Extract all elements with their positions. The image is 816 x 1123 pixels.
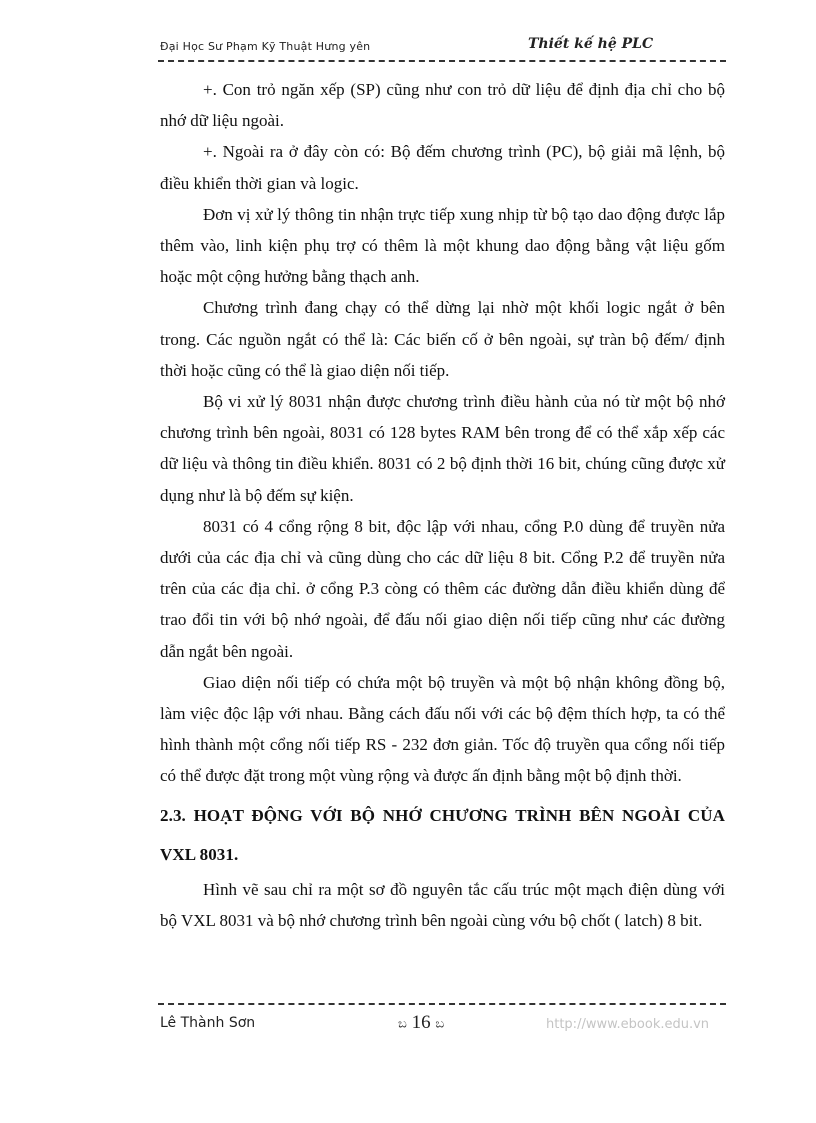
footer-website-link[interactable]: http://www.ebook.edu.vn: [546, 1017, 710, 1032]
paragraph-stack-pointer: +. Con trỏ ngăn xếp (SP) cũng như con trỏ dữ liệu để định địa chỉ cho bộ nhớ dữ liệu ngoài.: [160, 80, 725, 131]
paragraph-8031-memory: Bộ vi xử lý 8031 nhận được chương trình điều hành của nó từ một bộ nhớ chương trình bên ngoài, 8031 có 128 bytes RAM bên trong để có thể xắp xếp các dữ liệu và thông tin điều khiển. 8031 có 2 bộ định thời 16 bit, chúng cũng được xử dụng như là bộ đếm sự kiện.: [160, 392, 725, 505]
footer-divider: [158, 1003, 726, 1005]
ornament-left-icon: ಬ: [398, 1015, 407, 1031]
page-body: [160, 74, 725, 936]
paragraph-program-counter: +. Ngoài ra ở đây còn có: Bộ đếm chương trình (PC), bộ giải mã lệnh, bộ điều khiển thời gian và logic.: [160, 142, 725, 193]
header-divider: [158, 60, 726, 62]
section-heading: 2.3. HOẠT ĐỘNG VỚI BỘ NHỚ CHƯƠNG TRÌNH BÊN NGOÀI CỦA VXL 8031.: [160, 805, 725, 864]
header-school-name: Đại Học Sư Phạm Kỹ Thuật Hưng yên: [160, 40, 371, 53]
footer-page-number: [398, 1012, 444, 1034]
paragraph-serial-interface: Giao diện nối tiếp có chứa một bộ truyền và một bộ nhận không đồng bộ, làm việc độc lập với nhau. Bằng cách đấu nối với các bộ đệm thích hợp, ta có thể hình thành một cổng nối tiếp RS - 232 đơn giản. Tốc độ truyền qua cổng nối tiếp có thể được đặt trong một vùng rộng và được ấn định bằng một bộ định thời.: [160, 672, 725, 786]
paragraph-interrupts: Chương trình đang chạy có thể dừng lại nhờ một khối logic ngắt ở bên trong. Các nguồn ngắt có thể là: Các biến cố ở bên ngoài, sự tràn bộ đếm/ định thời hoặc cũng có thể là giao diện nối tiếp.: [160, 298, 725, 380]
paragraph-8031-ports: 8031 có 4 cổng rộng 8 bit, độc lập với nhau, cổng P.0 dùng để truyền nửa dưới của các địa chỉ và cũng dùng cho các dữ liệu 8 bit. Cổng P.2 để truyền nửa trên của các địa chỉ. ở cổng P.3 còng có thêm các đường dẫn điều khiển dùng để trao đổi tin với bộ nhớ ngoài, để đấu nối giao diện nối tiếp cũng như các đường dẫn ngắt bên ngoài.: [160, 516, 725, 661]
footer-author: Lê Thành Sơn: [160, 1015, 256, 1031]
ornament-right-icon: ಬ: [435, 1015, 445, 1031]
paragraph-diagram-intro: Hình vẽ sau chỉ ra một sơ đồ nguyên tắc cấu trúc một mạch điện dùng với bộ VXL 8031 và bộ nhớ chương trình bên ngoài cùng vớu bộ chốt ( latch) 8 bit.: [160, 879, 725, 930]
header-document-title: Thiết kế hệ PLC: [528, 36, 654, 52]
page-number: 16: [411, 1012, 431, 1033]
paragraph-clock: Đơn vị xử lý thông tin nhận trực tiếp xung nhịp từ bộ tạo dao động được lắp thêm vào, linh kiện phụ trợ có thêm là một khung dao động bằng vật liệu gốm hoặc một cộng hưởng bằng thạch anh.: [160, 204, 725, 287]
